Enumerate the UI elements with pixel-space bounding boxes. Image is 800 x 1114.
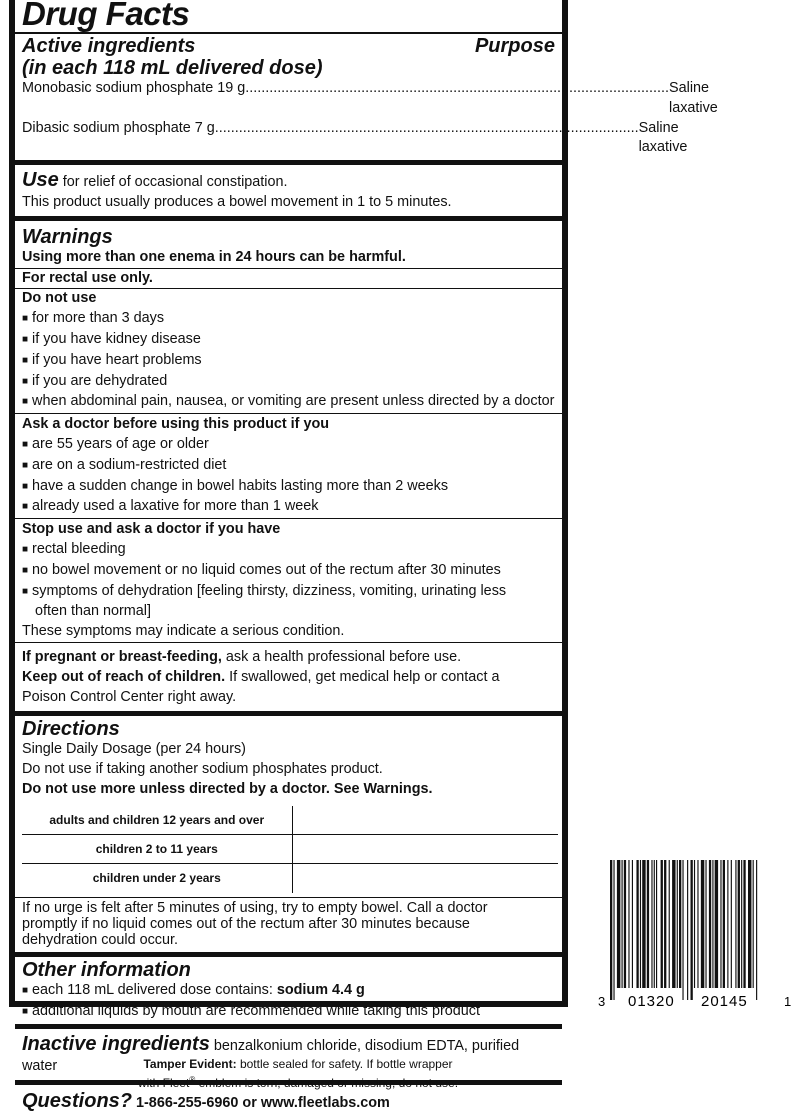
keep-out-text: If swallowed, get medical help or contact a [229,668,500,685]
barcode-bar [731,860,732,988]
list-item [22,981,555,1002]
pregnancy-block [15,643,562,711]
barcode-bar [640,860,641,988]
barcode-bar [682,860,683,1000]
barcode-bar [697,860,698,988]
barcode-bar [672,860,675,988]
pregnant-bold: If pregnant or breast-feeding, [22,648,222,665]
list-item: ■ are on a sodium-restricted diet [22,456,555,477]
barcode-bar [715,860,718,988]
barcode-bar [610,860,612,1000]
dosage-amount [292,864,558,893]
active-ingredients-subheading: (in each 118 mL delivered dose) [22,57,323,79]
tamper-text-2b: emblem is torn, damaged or missing, do not use. [198,1076,459,1090]
list-item: ■ if you are dehydrated [22,372,555,393]
barcode-bar [651,860,652,988]
barcode-bar [661,860,663,988]
barcode [596,860,793,1008]
barcode-bar [741,860,742,988]
list-item: ■ are 55 years of age or older [22,435,555,456]
barcode-bar [624,860,626,988]
warnings-line-1: Using more than one enema in 24 hours can be harmful. [22,248,406,265]
barcode-bar [636,860,638,988]
tamper-text-2a: with Fleet [137,1076,190,1090]
pregnant-text: ask a health professional before use. [225,648,462,665]
ask-doctor-block [15,414,562,519]
directions-line-2: Do not use if taking another sodium phosphates product. [22,761,383,778]
questions-text: 1-866-255-6960 or www.fleetlabs.com [136,1094,390,1111]
list-item-continuation: often than normal] [35,603,151,620]
stop-use-block [15,519,562,643]
stop-use-heading: Stop use and ask a doctor if you have [22,521,281,538]
barcode-bar [709,860,711,988]
barcode-bar [656,860,657,988]
barcode-bar [691,860,693,1000]
list-item: ■ have a sudden change in bowel habits lasting more than 2 weeks [22,477,555,498]
barcode-bar [727,860,728,988]
other-item-text: each 118 mL delivered dose contains: [32,981,277,998]
registered-mark: ® [189,1075,196,1084]
purpose-heading: Purpose [474,35,555,57]
drug-facts-title-block [15,0,562,34]
list-item: ■ already used a laxative for more than 1 week [22,497,555,518]
sodium-amount: sodium 4.4 g [276,981,365,998]
ingredient-name: Dibasic sodium phosphate 7 g [22,119,215,136]
do-not-use-block [15,289,562,414]
ask-doctor-heading: Ask a doctor before using this product if you [22,416,330,433]
tamper-evident-note [118,1057,478,1091]
use-text: for relief of occasional constipation. [62,174,288,191]
stop-use-footer: These symptoms may indicate a serious condition. [22,623,345,640]
directions-after-1: If no urge is felt after 5 minutes of using, try to empty bowel. Call a doctor [22,899,488,916]
dosage-amount [292,806,558,835]
table-row [22,835,558,864]
list-item: ■ for more than 3 days [22,309,555,330]
barcode-bar [738,860,740,988]
barcode-group-2: 20145 [701,993,748,1010]
active-ingredients-heading: Active ingredients [22,35,196,57]
barcode-bar [705,860,706,988]
active-ingredient-row: Monobasic sodium phosphate 19 g.......................................................................................................... Saline laxative [22,79,555,119]
inactive-ingredients-heading: Inactive ingredients [22,1033,210,1056]
barcode-bar [654,860,655,988]
table-row [22,806,558,835]
use-heading: Use [22,169,59,192]
list-item: ■ additional liquids by mouth are recommended while taking this product [22,1002,555,1023]
list-item: ■ rectal bleeding [22,540,555,561]
warnings-heading: Warnings [22,225,113,248]
do-not-use-heading: Do not use [22,290,97,307]
directions-section [15,716,562,956]
barcode-bar [669,860,670,988]
barcode-bar [647,860,649,988]
list-item: ■ no bowel movement or no liquid comes out of the rectum after 30 minutes [22,561,555,582]
directions-after-3: dehydration could occur. [22,931,178,948]
barcode-group-1: 01320 [628,993,675,1010]
use-section [15,165,562,221]
directions-after-2: promptly if no liquid comes out of the rectum after 30 minutes because [22,915,470,932]
barcode-bar [677,860,678,988]
barcode-bar [679,860,681,988]
other-information-section [15,957,562,1030]
keep-out-bold: Keep out of reach of children. [22,668,226,685]
barcode-bar [642,860,645,988]
ingredient-name: Monobasic sodium phosphate 19 g [22,80,246,96]
list-item: ■ symptoms of dehydration [feeling thirsty, dizziness, vomiting, urinating less [22,582,555,603]
barcode-bar [632,860,633,988]
dosage-table [22,806,558,893]
barcode-bar [664,860,666,988]
tamper-bold: Tamper Evident: [143,1057,237,1071]
keep-out-text-2: Poison Control Center right away. [22,688,237,705]
dosage-amount [292,835,558,864]
inactive-ingredients-text: benzalkonium chloride, disodium EDTA, purified water [22,1038,520,1075]
dosage-group: children under 2 years [22,864,292,893]
barcode-bar [687,860,688,1000]
use-text-2: This product usually produces a bowel movement in 1 to 5 minutes. [22,193,452,210]
list-item: ■ when abdominal pain, nausea, or vomiting are present unless directed by a doctor [22,392,555,413]
barcode-bar [756,860,757,1000]
barcode-bar [723,860,725,988]
warnings-section [15,221,562,717]
directions-line-1: Single Daily Dosage (per 24 hours) [22,741,246,758]
ingredient-purpose: Saline laxative [669,80,718,116]
table-row [22,864,558,893]
barcode-bar [735,860,736,988]
questions-heading: Questions? [22,1089,133,1112]
barcode-bar [720,860,721,988]
tamper-text-1: bottle sealed for safety. If bottle wrapper [239,1057,453,1071]
directions-heading: Directions [22,718,120,741]
ingredient-purpose: Saline laxative [638,119,688,156]
active-ingredients-section [15,34,718,165]
barcode-bar [617,860,620,988]
warnings-line-2: For rectal use only. [22,269,153,286]
barcode-bar [628,860,629,988]
active-ingredient-row: Dibasic sodium phosphate 7 g.......................................................................................................... Saline laxative [22,119,555,159]
barcode-bar [613,860,614,1000]
barcode-bar [743,860,745,988]
page-title: Drug Facts [22,0,190,32]
barcode-left-digit: 3 [598,994,606,1009]
barcode-bar [701,860,704,988]
barcode-bar [753,860,754,988]
barcode-bars [610,860,757,1000]
other-information-heading: Other information [22,958,191,981]
dosage-group: children 2 to 11 years [22,835,292,864]
barcode-bar [694,860,695,988]
barcode-bar [622,860,623,988]
barcode-right-digit: 1 [784,994,792,1009]
dosage-group: adults and children 12 years and over [22,806,292,835]
directions-line-3: Do not use more unless directed by a doctor. See Warnings. [22,780,433,797]
barcode-bar [748,860,751,988]
barcode-bar [712,860,713,988]
list-item: ■ if you have heart problems [22,351,555,372]
list-item: ■ if you have kidney disease [22,330,555,351]
